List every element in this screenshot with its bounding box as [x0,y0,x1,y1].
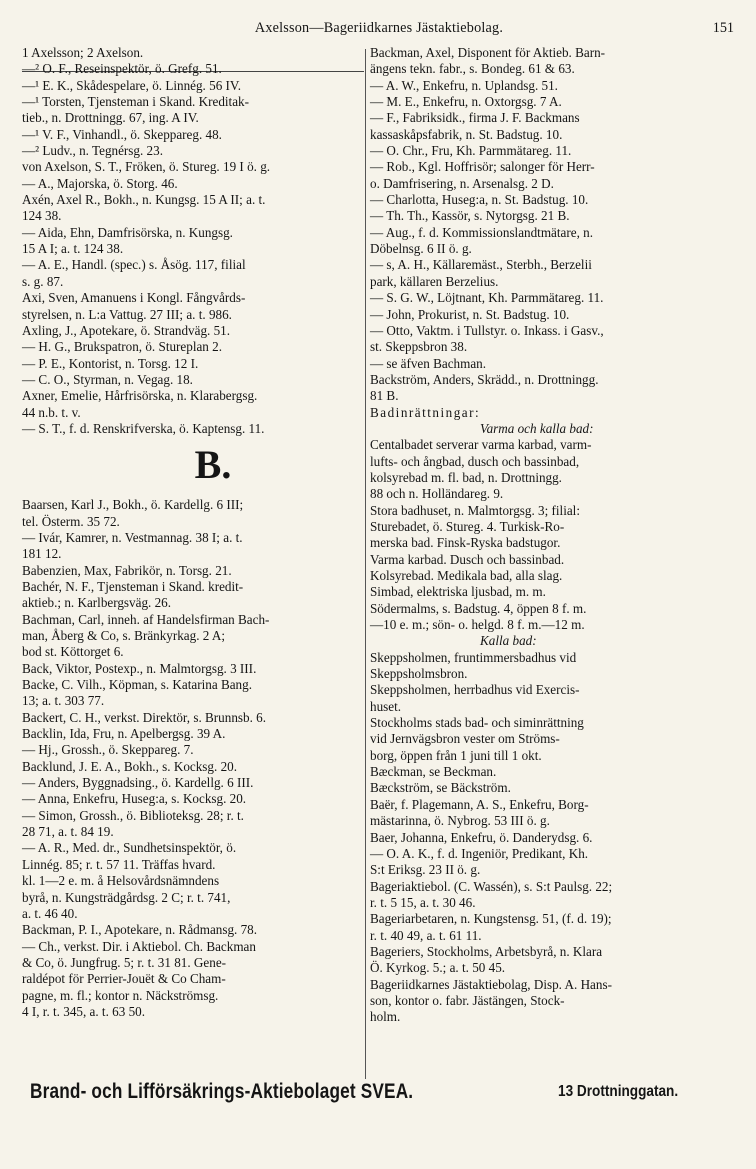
directory-entry-line: Backlin, Ida, Fru, n. Apelbergsg. 39 A. [22,726,226,742]
directory-entry-line: o. Damfrisering, n. Arsenalsg. 2 D. [370,175,554,191]
directory-entry-line: 44 n.b. t. v. [22,404,81,420]
directory-entry-line: r. t. 5 15, a. t. 30 46. [370,894,476,910]
directory-entry-line: bod st. Köttorget 6. [22,644,124,660]
directory-entry-line: a. t. 46 40. [22,905,78,921]
directory-entry-line: Back, Viktor, Postexp., n. Malmtorgsg. 3 III. [22,660,257,676]
directory-entry-line: — S. G. W., Löjtnant, Kh. Parmmätareg. 11. [370,290,604,306]
directory-entry-line: Bageriers, Stockholms, Arbetsbyrå, n. Klara [370,943,603,959]
directory-entry-line: Centalbadet serverar varma karbad, varm- [370,437,592,453]
advert-text: Brand- och Lifförsäkrings-Aktiebolaget SVEA. [30,1080,414,1103]
left-column-b-entries [22,497,364,1020]
right-column [370,45,738,1026]
directory-entry-line: pagne, m. fl.; kontor n. Näckströmsg. [22,987,219,1003]
directory-entry-line: — P. E., Kontorist, n. Torsg. 12 I. [22,355,199,371]
directory-entry-line: aktieb.; n. Karlbergsväg. 26. [22,595,172,611]
directory-entry-line: Skeppsholmsbron. [370,666,468,682]
directory-entry-line: Ö. Kyrkog. 5.; a. t. 50 45. [370,960,506,976]
directory-entry-line: Backström, Anders, Skrädd., n. Drottningg. [370,371,599,387]
directory-entry-line: Axi, Sven, Amanuens i Kongl. Fångvårds- [22,290,246,306]
directory-entry-line: man, Åberg & Co, s. Bränkyrkag. 2 A; [22,628,226,643]
directory-entry-line: Linnég. 85; r. t. 57 11. Träffas hvard. [22,856,216,872]
directory-entry-line: — Th. Th., Kassör, s. Nytorgsg. 21 B. [370,208,570,224]
directory-entry-line: st. Skeppsbron 38. [370,339,468,355]
footer-advert [30,1080,730,1104]
directory-entry-line: & Co, ö. Jungfrug. 5; r. t. 31 81. Gene- [22,954,227,970]
directory-entry-line: Döbelnsg. 6 II ö. g. [370,241,472,257]
directory-entry-line: — Rob., Kgl. Hoffrisör; salonger för Herr- [370,159,595,175]
directory-entry-line: — A. E., Handl. (spec.) s. Åsög. 117, filial [22,257,246,273]
directory-entry-line: —¹ V. F., Vinhandl., ö. Skeppareg. 48. [22,126,222,142]
directory-entry-line: kolsyrebad m. fl. bad, n. Drottningg. [370,469,562,485]
advert-address: 13 Drottninggatan. [558,1083,679,1100]
directory-entry-line: Bachér, N. F., Tjensteman i Skand. kredit- [22,578,244,594]
directory-entry-line: Bachman, Carl, inneh. af Handelsfirman Bach- [22,611,270,627]
directory-entry-line: Babenzien, Max, Fabrikör, n. Torsg. 21. [22,562,232,578]
directory-entry-line: Axling, J., Apotekare, ö. Strandväg. 51. [22,322,231,338]
directory-entry-line: — Anders, Byggnadsing., ö. Kardellg. 6 III. [22,775,254,791]
directory-entry-line: — Charlotta, Huseg:a, n. St. Badstug. 10. [370,192,589,208]
directory-entry-line: Kalla bad: [480,633,537,649]
directory-entry-line: 88 och n. Holländareg. 9. [370,486,504,502]
directory-entry-line: — C. O., Styrman, n. Vegag. 18. [22,371,193,387]
directory-entry-line: — Anna, Enkefru, Huseg:a, s. Kocksg. 20. [22,791,247,807]
directory-entry-line: — Ch., verkst. Dir. i Aktiebol. Ch. Backman [22,938,256,954]
directory-entry-line: Skeppsholmen, fruntimmersbadhus vid [370,649,577,665]
directory-entry-line: Varma karbad. Dusch och bassinbad. [370,551,565,567]
directory-entry-line: Bæckman, se Beckman. [370,764,497,780]
directory-entry-line: — Otto, Vaktm. i Tullstyr. o. Inkass. i Gasv., [370,322,604,338]
directory-entry-line: —² Ludv., n. Tegnérsg. 23. [22,143,163,159]
directory-entry-line: tel. Österm. 35 72. [22,513,120,529]
directory-entry-line: — A., Majorska, ö. Storg. 46. [22,175,178,191]
directory-entry-line: — M. E., Enkefru, n. Oxtorgsg. 7 A. [370,94,562,110]
directory-entry-line: S:t Eriksg. 23 II ö. g. [370,862,481,878]
column-divider [365,49,366,1079]
directory-entry-line: Badinrättningar: [370,404,481,420]
directory-entry-line: ängens tekn. fabr., s. Bondeg. 61 & 63. [370,61,575,77]
directory-entry-line: Skeppsholmen, herrbadhus vid Exercis- [370,682,580,698]
directory-entry-line: Baër, f. Plagemann, A. S., Enkefru, Borg- [370,796,589,812]
directory-entry-line: son, kontor o. fabr. Jästängen, Stock- [370,992,565,1008]
directory-entry-line: Stockholms stads bad- och siminrättning [370,715,584,731]
directory-entry-line: mästarinna, ö. Nybrog. 53 III ö. g. [370,813,550,829]
directory-entry-line: — Ivár, Kamrer, n. Vestmannag. 38 I; a. t. [22,529,243,545]
directory-entry-line: holm. [370,1009,401,1025]
directory-entry-line: tieb., n. Drottningg. 67, ing. A IV. [22,110,199,126]
directory-entry-line: styrelsen, n. L:a Vattug. 27 III; a. t. 986. [22,306,232,322]
directory-entry-line: — Simon, Grossh., ö. Biblioteksg. 28; r. t. [22,807,244,823]
directory-entry-line: 15 A I; a. t. 124 38. [22,241,124,257]
running-title: Axelsson—Bageriidkarnes Jästaktiebolag. [254,20,504,36]
directory-entry-line: — Aida, Ehn, Damfrisörska, n. Kungsg. [22,224,233,240]
directory-entry-line: Simbad, elektriska ljusbad, m. m. [370,584,546,600]
directory-entry-line: Backman, P. I., Apotekare, n. Rådmansg. 78. [22,922,258,938]
directory-entry-line: —¹ Torsten, Tjensteman i Skand. Kreditak- [22,94,249,110]
directory-entry-line: Södermalms, s. Badstug. 4, öppen 8 f. m. [370,600,587,616]
directory-entry-line: borg, öppen från 1 juni till 1 okt. [370,747,542,763]
directory-entry-line: —10 e. m.; sön- o. helgd. 8 f. m.—12 m. [370,617,585,633]
directory-entry-line: Axner, Emelie, Hårfrisörska, n. Klarabergsg. [22,388,258,404]
directory-entry-line: — F., Fabriksidk., firma J. F. Backmans [370,110,580,126]
directory-entry-line: raldépot för Perrier-Jouët & Co Cham- [22,971,226,987]
directory-entry-line: 13; a. t. 303 77. [22,693,105,709]
directory-entry-line: Kolsyrebad. Medikala bad, alla slag. [370,568,563,583]
directory-entry-line: 4 I, r. t. 345, a. t. 63 50. [22,1003,146,1019]
directory-entry-line: Backert, C. H., verkst. Direktör, s. Brunnsb. 6. [22,709,266,725]
left-column [22,45,364,1020]
section-letter: B. [194,442,232,488]
directory-entry-line: 181 12. [22,546,62,562]
directory-entry-line: —¹ E. K., Skådespelare, ö. Linnég. 56 IV. [22,77,242,93]
directory-entry-line: kassaskåpsfabrik, n. St. Badstug. 10. [370,126,563,142]
directory-entry-line: byrå, n. Kungsträdgårdsg. 2 C; r. t. 741, [22,889,231,905]
directory-entry-line: Bageriarbetaren, n. Kungstensg. 51, (f. d. 19); [370,911,612,927]
directory-entry-line: — A. R., Med. dr., Sundhetsinspektör, ö. [22,840,237,856]
directory-entry-line: 81 B. [370,388,399,404]
directory-entry-line: — H. G., Brukspatron, ö. Stureplan 2. [22,339,223,355]
directory-entry-line: vid Jernvägsbron vester om Ströms- [370,731,560,747]
directory-entry-line: Backman, Axel, Disponent för Aktieb. Barn- [370,45,606,60]
directory-entry-line: — s, A. H., Källaremäst., Sterbh., Berzelii [370,257,592,273]
page-header [24,20,734,44]
left-column-a-entries [22,45,364,437]
directory-entry-line: 1 Axelsson; 2 Axelson. [22,45,144,60]
directory-entry-line: merska bad. Finsk-Ryska badstugor. [370,535,561,551]
directory-entry-line: — O. Chr., Fru, Kh. Parmmätareg. 11. [370,143,572,159]
page-number: 151 [712,20,734,36]
directory-entry-line: — A. W., Enkefru, n. Uplandsg. 51. [370,77,558,93]
directory-entry-line: s. g. 87. [22,273,64,289]
directory-entry-line: park, källaren Berzelius. [370,273,499,289]
directory-entry-line: 28 71, a. t. 84 19. [22,824,114,840]
directory-entry-line: Baarsen, Karl J., Bokh., ö. Kardellg. 6 III; [22,497,244,513]
directory-entry-line: huset. [370,698,402,714]
directory-entry-line: Axén, Axel R., Bokh., n. Kungsg. 15 A II; a. t. [22,192,266,208]
directory-entry-line: — S. T., f. d. Renskrifverska, ö. Kaptensg. 11. [22,420,265,436]
directory-entry-line: Bageriaktiebol. (C. Wassén), s. S:t Paulsg. 22; [370,878,613,894]
directory-entry-line: kl. 1—2 e. m. å Helsovårdsnämndens [22,873,220,889]
directory-entry-line: lufts- och ångbad, dusch och bassinbad, [370,453,580,469]
directory-entry-line: Sturebadet, ö. Stureg. 4. Turkisk-Ro- [370,518,565,534]
directory-entry-line: Stora badhuset, n. Malmtorgsg. 3; filial: [370,502,580,518]
directory-entry-line: Baer, Johanna, Enkefru, ö. Danderydsg. 6. [370,829,593,845]
directory-entry-line: — John, Prokurist, n. St. Badstug. 10. [370,306,570,322]
directory-entry-line: —² O. F., Reseinspektör, ö. Grefg. 51. [22,61,222,77]
directory-entry-line: — O. A. K., f. d. Ingeniör, Predikant, Kh. [370,845,589,861]
directory-entry-line: — Aug., f. d. Kommissionslandtmätare, n. [370,224,594,240]
directory-entry-line: — Hj., Grossh., ö. Skeppareg. 7. [22,742,194,758]
directory-entry-line: — se äfven Bachman. [370,355,487,371]
directory-entry-line: von Axelson, S. T., Fröken, ö. Stureg. 19 I ö. g. [22,159,271,175]
directory-entry-line: Bæckström, se Bäckström. [370,780,511,796]
directory-entry-line: Bageriidkarnes Jästaktiebolag, Disp. A. Hans- [370,976,612,992]
directory-entry-line: Backlund, J. E. A., Bokh., s. Kocksg. 20. [22,758,237,774]
directory-entry-line: Backe, C. Vilh., Köpman, s. Katarina Bang. [22,677,252,693]
directory-entry-line: 124 38. [22,208,62,224]
directory-entry-line: Varma och kalla bad: [480,420,594,436]
directory-entry-line: r. t. 40 49, a. t. 61 11. [370,927,482,943]
